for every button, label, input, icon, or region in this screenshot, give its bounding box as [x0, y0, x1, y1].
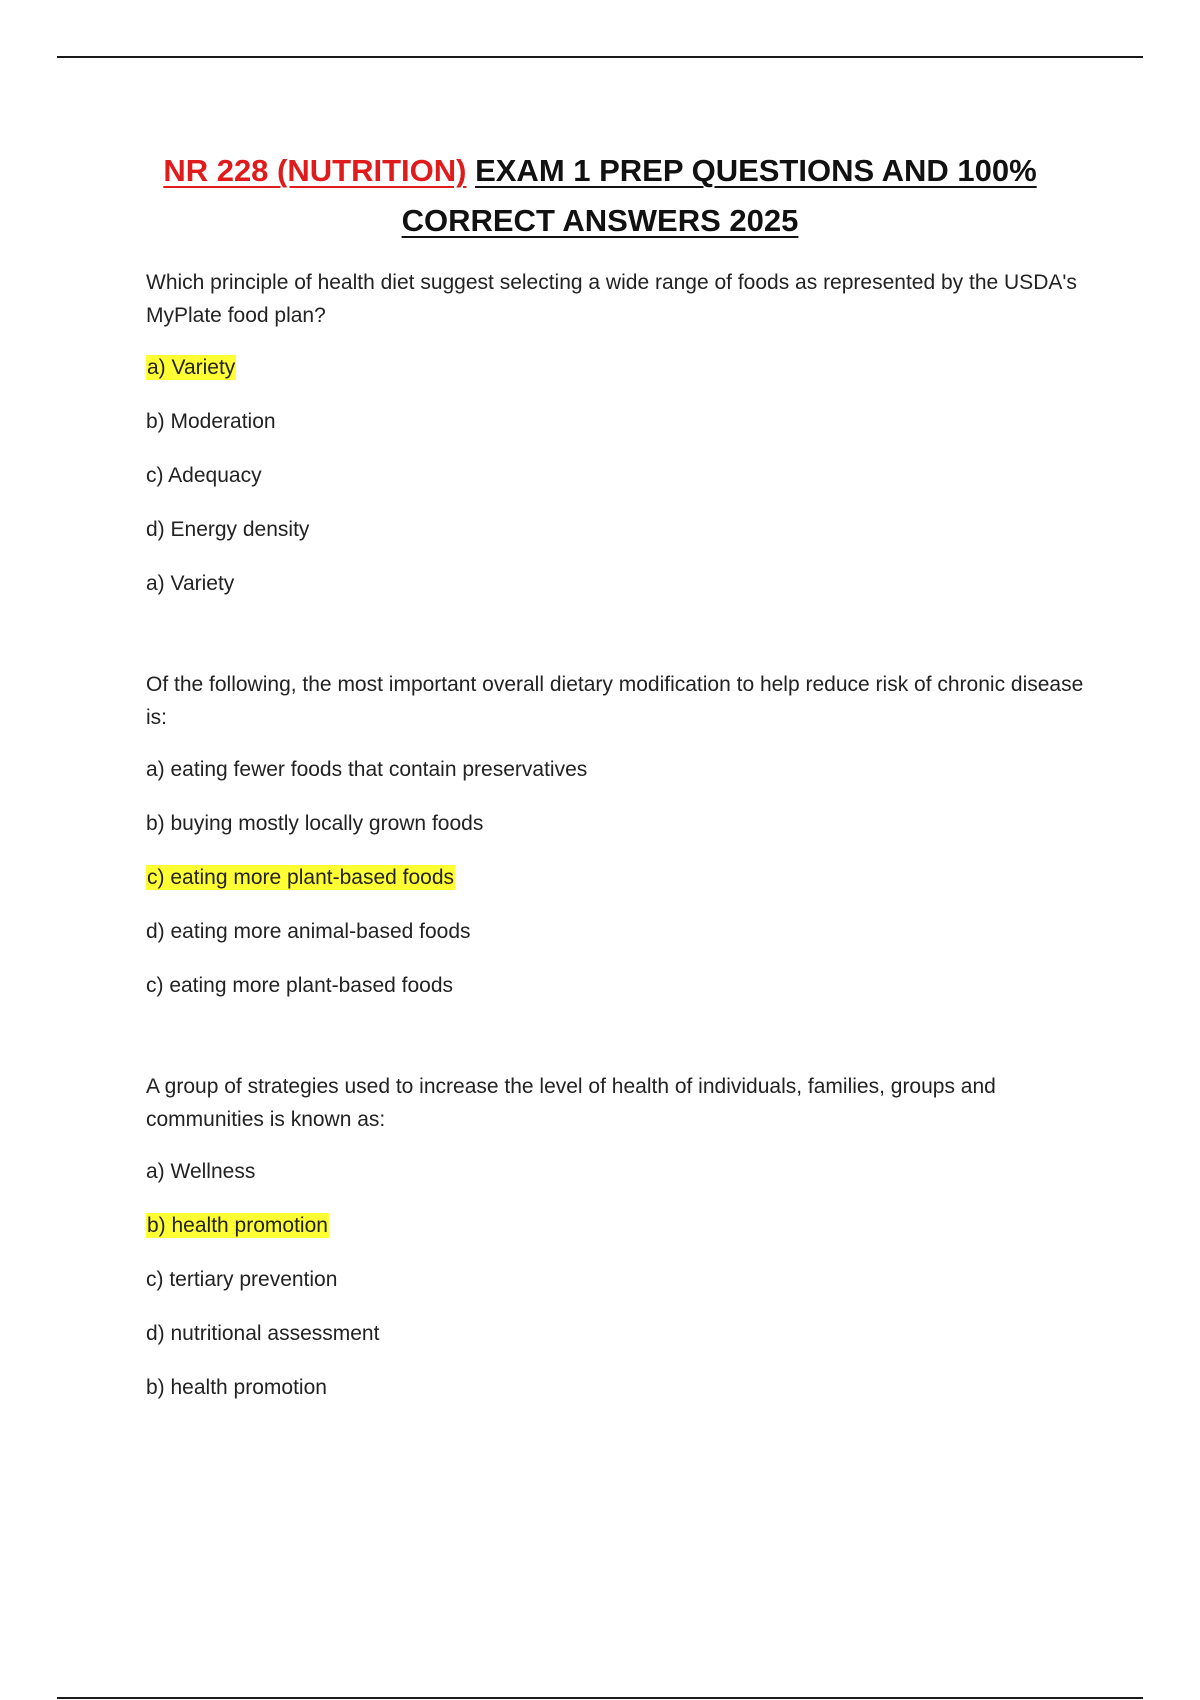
question-block-3	[146, 1070, 1096, 1402]
option-a	[146, 353, 1096, 382]
option-b: b) Moderation	[146, 410, 276, 433]
option-c: c) tertiary prevention	[146, 1268, 338, 1291]
answer-line: b) health promotion	[146, 1376, 327, 1399]
title-line-1: EXAM 1 PREP QUESTIONS AND 100%	[475, 153, 1037, 188]
question-block-2	[146, 668, 1096, 1000]
option-d: d) eating more animal-based foods	[146, 920, 471, 943]
option-d: d) nutritional assessment	[146, 1322, 380, 1345]
highlighted-option: a) Variety	[147, 356, 236, 379]
title-course-code: NR 228 (NUTRITION)	[163, 153, 467, 188]
question-text: A group of strategies used to increase the level of health of individuals, families, groups and communities is known as:	[146, 1075, 996, 1131]
option-c: c) Adequacy	[146, 464, 262, 487]
option-b: b) buying mostly locally grown foods	[146, 812, 484, 835]
question-text: Which principle of health diet suggest selecting a wide range of foods as represented by the USDA's MyPlate food plan?	[146, 271, 1077, 327]
option-a: a) eating fewer foods that contain preservatives	[146, 758, 588, 781]
option-b	[146, 1211, 1096, 1240]
question-block-1	[146, 266, 1096, 598]
answer-line: c) eating more plant-based foods	[146, 974, 454, 997]
question-list	[146, 266, 1096, 1402]
option-c	[146, 863, 1096, 892]
option-d: d) Energy density	[146, 518, 310, 541]
option-a: a) Wellness	[146, 1160, 256, 1183]
highlighted-option: b) health promotion	[147, 1214, 328, 1237]
answer-line: a) Variety	[146, 572, 235, 595]
top-rule	[57, 56, 1143, 58]
bottom-rule	[57, 1697, 1143, 1699]
question-text: Of the following, the most important overall dietary modification to help reduce risk of chronic disease is:	[146, 673, 1084, 729]
document-title	[100, 146, 1100, 246]
title-line-2: CORRECT ANSWERS 2025	[401, 203, 799, 238]
highlighted-option: c) eating more plant-based foods	[147, 866, 455, 889]
